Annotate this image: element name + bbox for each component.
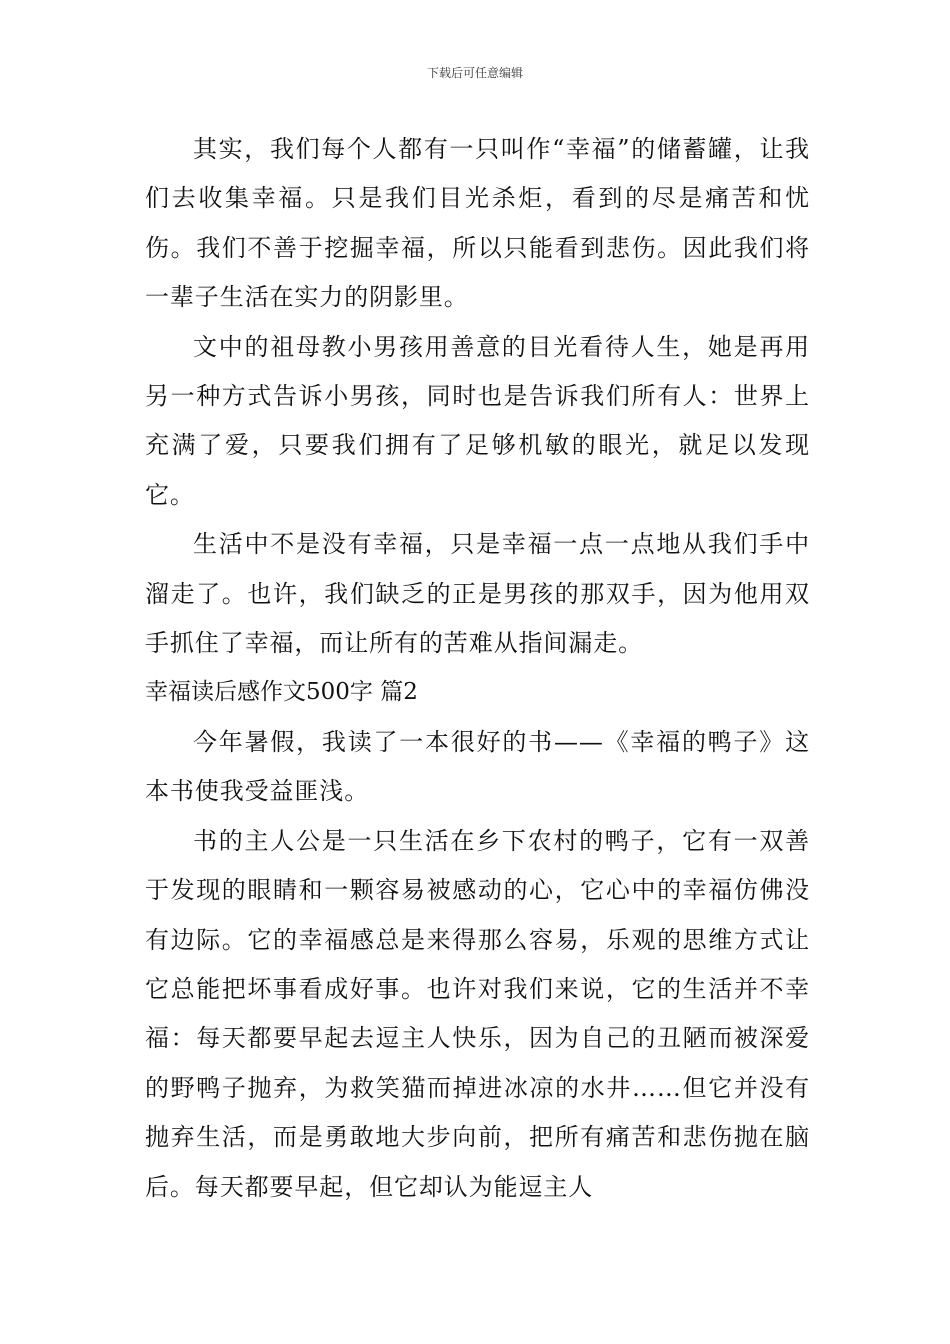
paragraph-5: 书的主人公是一只生活在乡下农村的鸭子，它有一双善于发现的眼睛和一颗容易被感动的心，它心中的幸福仿佛没有边际。它的幸福感总是来得那么容易，乐观的思维方式让它总能把坏事看成好事。也许对我们来说，它的生活并不幸福：每天都要早起去逗主人快乐，因为自己的丑陋而被深爱的野鸭子抛弃，为救笑猫而掉进冰凉的水井……但它并没有抛弃生活，而是勇敢地大步向前，把所有痛苦和悲伤抛在脑后。每天都要早起，但它却认为能逗主人 — [145, 826, 810, 1201]
paragraph-4: 今年暑假，我读了一本很好的书——《幸福的鸭子》这本书使我受益匪浅。 — [145, 727, 810, 806]
paragraph-1: 其实，我们每个人都有一只叫作“幸福”的储蓄罐，让我们去收集幸福。只是我们目光杀炬，看到的尽是痛苦和忧伤。我们不善于挖掘幸福，所以只能看到悲伤。因此我们将一辈子生活在实力的阴影里。 — [145, 135, 810, 312]
section-heading: 幸福读后感作文500字 篇2 — [145, 679, 418, 706]
document-body — [145, 125, 810, 1212]
paragraph-3: 生活中不是没有幸福，只是幸福一点一点地从我们手中溜走了。也许，我们缺乏的正是男孩的那双手，因为他用双手抓住了幸福，而让所有的苦难从指间漏走。 — [145, 530, 810, 658]
page-header: 下载后可任意编辑 — [426, 66, 523, 80]
paragraph-2: 文中的祖母教小男孩用善意的目光看待人生，她是再用另一种方式告诉小男孩，同时也是告诉我们所有人：世界上充满了爱，只要我们拥有了足够机敏的眼光，就足以发现它。 — [145, 332, 810, 509]
